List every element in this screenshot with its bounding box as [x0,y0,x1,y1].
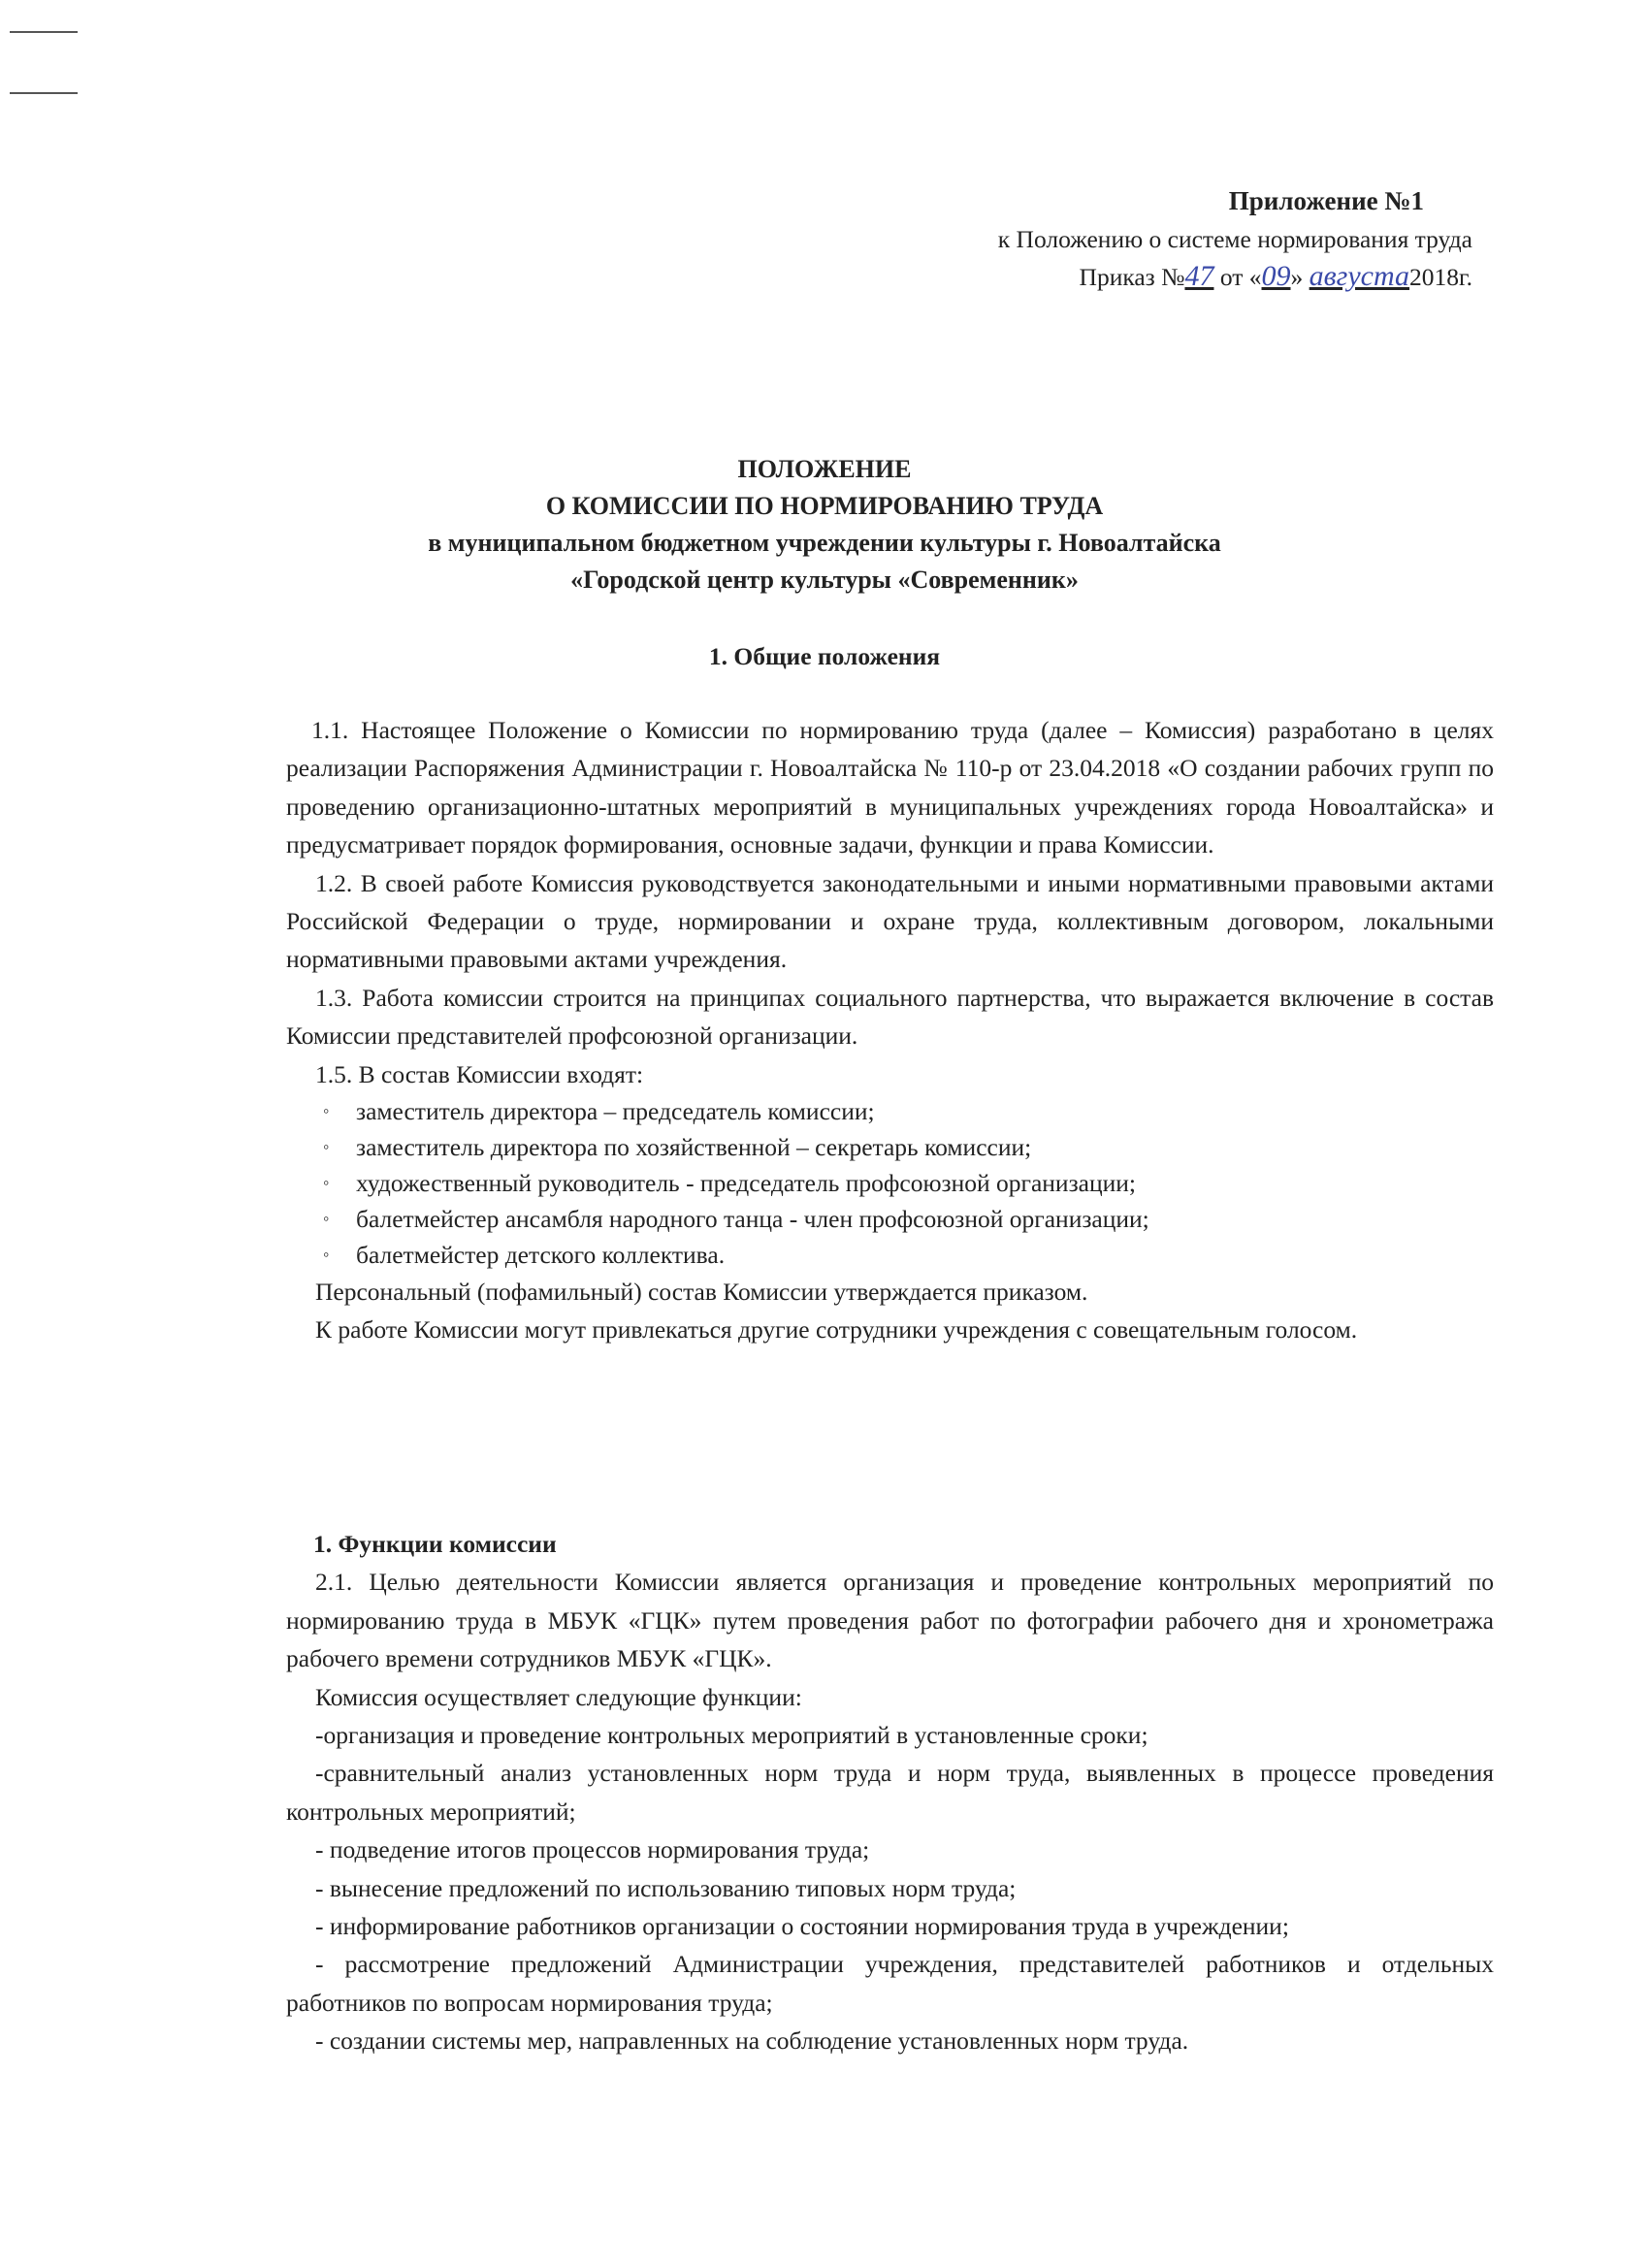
section-2-body [286,1525,1494,2060]
paragraph-personal: Персональный (пофамильный) состав Комиссии утверждается приказом. [315,1278,1088,1307]
appendix-ref: к Положению о системе нормирования труда [997,225,1472,253]
function-item: - вынесение предложений по использованию типовых норм труда; [315,1873,1017,1902]
function-item: - рассмотрение предложений Администрации учреждения, представителей работников и отдельных работников по вопросам нормирования труда; [286,1950,1494,2017]
title-line: в муниципальном бюджетном учреждении культуры г. Новоалтайска [428,529,1221,557]
list-item: ◦ балетмейстер ансамбля народного танца - член профсоюзной организации; [286,1201,1494,1237]
order-prefix: Приказ № [1079,263,1185,291]
functions-intro: Комиссия осуществляет следующие функции: [315,1682,802,1711]
order-year: 2018г. [1409,263,1472,291]
order-from: от « [1213,263,1262,291]
paragraph-2-1: 2.1. Целью деятельности Комиссии является организация и проведение контрольных мероприятий по нормированию труда в МБУК «ГЦК» путем проведения работ по фотографии рабочего дня и хронометража рабочего времени сотрудников МБУК «ГЦК». [286,1568,1494,1673]
order-number-handwritten: 47 [1184,260,1214,292]
section-1-body [286,711,1494,1349]
list-item: ◦ заместитель директора – председатель комиссии; [286,1093,1494,1129]
function-item: - создании системы мер, направленных на соблюдение установленных норм труда. [315,2026,1189,2056]
function-item: -сравнительный анализ установленных норм труда и норм труда, выявленных в процессе проведения контрольных мероприятий; [286,1759,1494,1826]
paragraph-1-1: 1.1. Настоящее Положение о Комиссии по нормированию труда (далее – Комиссия) разработано в целях реализации Распоряжения Администрации г. Новоалтайска № 110-р от 23.04.2018 «О создании рабочих групп по проведению организационно-штатных мероприятий в муниципальных учреждениях города Новоалтайска» и предусматривает порядок формирования, основные задачи, функции и права Комиссии. [286,716,1494,859]
paragraph-others: К работе Комиссии могут привлекаться другие сотрудники учреждения с совещательным голосом. [315,1315,1358,1345]
section-1-heading: 1. Общие положения [708,642,941,670]
list-item: ◦ балетмейстер детского коллектива. [286,1237,1494,1273]
list-item: ◦ заместитель директора по хозяйственной – секретарь комиссии; [286,1129,1494,1165]
scan-mark [10,31,78,33]
paragraph-1-2: 1.2. В своей работе Комиссия руководствуется законодательными и иными нормативными правовыми актами Российской Федерации о труде, нормировании и охране труда, коллективным договором, локальными нормативными правовыми актами учреждения. [286,868,1494,974]
function-item: - подведение итогов процессов нормирования труда; [315,1835,870,1864]
members-list [286,1093,1494,1273]
function-item: - информирование работников организации о состоянии нормирования труда в учреждении; [315,1912,1289,1941]
document-title [0,451,1649,599]
title-line: «Городской центр культуры «Современник» [570,566,1079,594]
list-item: ◦ художественный руководитель - председатель профсоюзной организации; [286,1165,1494,1201]
appendix-label: Приложение №1 [1228,186,1424,215]
order-mid: » [1290,263,1310,291]
order-day-handwritten: 09 [1261,260,1291,292]
scan-mark [10,92,78,94]
function-item: -организация и проведение контрольных мероприятий в установленные сроки; [315,1721,1148,1750]
paragraph-1-3: 1.3. Работа комиссии строится на принципах социального партнерства, что выражается включение в состав Комиссии представителей профсоюзной организации. [286,983,1494,1051]
title-line: ПОЛОЖЕНИЕ [737,455,912,483]
order-line [1080,260,1472,293]
section-2-heading: 1. Функции комиссии [313,1530,557,1558]
title-line: О КОМИССИИ ПО НОРМИРОВАНИЮ ТРУДА [545,492,1104,520]
paragraph-1-5: 1.5. В состав Комиссии входят: [315,1059,644,1088]
order-month-handwritten: августа [1309,260,1410,292]
